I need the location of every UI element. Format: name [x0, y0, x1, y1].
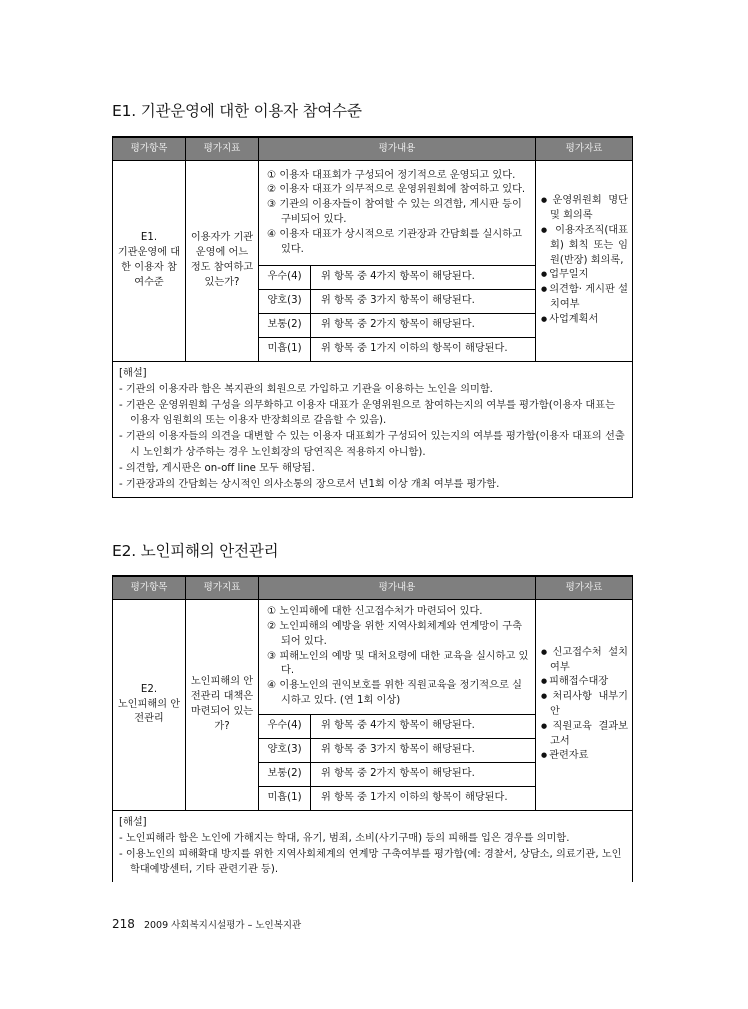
section-title-e2: E2. 노인피해의 안전관리: [112, 542, 279, 560]
header-item: 평가항목: [113, 137, 186, 161]
grade-text: 위 항목 중 4가지 항목이 해당된다.: [311, 715, 536, 739]
evaluation-indicator: [186, 600, 259, 811]
header-content: 평가내용: [259, 137, 536, 161]
content-item: ③ 피해노인의 예방 및 대처요령에 대한 교육을 실시하고 있다.: [267, 650, 529, 677]
grade-text: 위 항목 중 1가지 이하의 항목이 해당된다.: [311, 338, 536, 362]
evaluation-table-e1: [112, 136, 633, 498]
content-item: ① 이용자 대표회가 구성되어 정기적으로 운영되고 있다.: [267, 169, 516, 181]
grade-label: 미흡(1): [259, 787, 311, 811]
table-header-row: [113, 137, 633, 161]
grade-label: 양호(3): [259, 739, 311, 763]
material-item: ● 처리사항 내부기안: [541, 690, 628, 720]
indicator-text: 노인피해의 안전관리 대책은 마련되어 있는가?: [190, 676, 254, 732]
header-materials: 평가자료: [536, 137, 633, 161]
material-item: ● 업무일지: [541, 268, 628, 283]
grade-label: 우수(4): [259, 715, 311, 739]
material-item: ● 사업계획서: [541, 313, 628, 328]
running-title: 2009 사회복지시설평가 – 노인복지관: [143, 920, 302, 931]
header-indicator: 평가지표: [186, 137, 259, 161]
material-item: ● 의견함· 게시판 설치여부: [541, 283, 628, 313]
grade-label: 미흡(1): [259, 338, 311, 362]
evaluation-table-e2: [112, 575, 633, 882]
item-code: E2.: [140, 683, 158, 695]
header-content: 평가내용: [259, 576, 536, 600]
grade-label: 보통(2): [259, 314, 311, 338]
content-item: ③ 기관의 이용자들이 참여할 수 있는 의견함, 게시판 등이 구비되어 있다.: [267, 199, 522, 225]
item-name: 기관운영에 대한 이용자 참여수준: [117, 247, 181, 288]
section-title-e1: E1. 기관운영에 대한 이용자 참여수준: [112, 102, 362, 120]
note-item: - 의견함, 게시판은 on-off line 모두 해당됨.: [119, 462, 315, 474]
evaluation-materials: [536, 600, 633, 811]
note-item: - 이용노인의 피해확대 방지를 위한 지역사회체계의 연계망 구축여부를 평가함(예: 경찰서, 상담소, 의료기관, 노인학대예방센터, 기타 관련기관 등).: [119, 848, 622, 876]
material-item: ● 이용자조직(대표회) 회칙 또는 임원(반장) 회의록,: [541, 224, 628, 268]
content-item: ① 노인피해에 대한 신고접수처가 마련되어 있다.: [267, 606, 483, 618]
grade-text: 위 항목 중 2가지 항목이 해당된다.: [311, 314, 536, 338]
content-item: ④ 이용노인의 권익보호를 위한 직원교육을 정기적으로 실시하고 있다. (연 1회 이상): [267, 680, 522, 706]
page-footer: [112, 917, 301, 931]
material-item: ● 신고접수처 설치여부: [541, 646, 628, 676]
evaluation-materials: [536, 161, 633, 362]
grade-text: 위 항목 중 2가지 항목이 해당된다.: [311, 763, 536, 787]
evaluation-content: [259, 161, 536, 266]
header-materials: 평가자료: [536, 576, 633, 600]
material-item: ● 직원교육 결과보고서: [541, 720, 628, 750]
notes-box: [113, 811, 633, 883]
indicator-text: 이용자가 기관운영에 어느 정도 참여하고 있는가?: [190, 232, 254, 288]
note-item: - 기관의 이용자들의 의견을 대변할 수 있는 이용자 대표회가 구성되어 있는지의 여부를 평가함(이용자 대표의 선출시 노인회가 상주하는 경우 노인회장의 당연직은 적용하지 아니함).: [119, 431, 625, 459]
grade-text: 위 항목 중 3가지 항목이 해당된다.: [311, 290, 536, 314]
grade-text: 위 항목 중 4가지 항목이 해당된다.: [311, 266, 536, 290]
note-item: - 기관은 운영위원회 구성을 의무화하고 이용자 대표가 운영위원으로 참여하는지의 여부를 평가함(이용자 대표는 이용자 임원회의 또는 이용자 반장회의로 갈음할 수 있음).: [119, 399, 615, 427]
notes-box: [113, 362, 633, 498]
grade-label: 양호(3): [259, 290, 311, 314]
item-code: E1.: [140, 232, 158, 244]
evaluation-item: [113, 600, 186, 811]
material-item: ● 운영위원회 명단 및 회의록: [541, 194, 628, 224]
notes-title: [해설]: [119, 368, 147, 379]
item-name: 노인피해의 안전관리: [117, 698, 181, 725]
note-item: - 기관장과의 간담회는 상시적인 의사소통의 장으로서 년1회 이상 개최 여부를 평가함.: [119, 478, 500, 490]
content-item: ④ 이용자 대표가 상시적으로 기관장과 간담회를 실시하고 있다.: [267, 228, 522, 255]
content-item: ② 이용자 대표가 의무적으로 운영위원회에 참여하고 있다.: [267, 184, 526, 196]
grade-label: 우수(4): [259, 266, 311, 290]
content-item: ② 노인피해의 예방을 위한 지역사회체계와 연계망이 구축되어 있다.: [267, 621, 522, 647]
grade-text: 위 항목 중 3가지 항목이 해당된다.: [311, 739, 536, 763]
material-item: ● 피해접수대장: [541, 675, 628, 690]
header-indicator: 평가지표: [186, 576, 259, 600]
table-header-row: [113, 576, 633, 600]
evaluation-content: [259, 600, 536, 715]
notes-title: [해설]: [119, 817, 147, 828]
grade-label: 보통(2): [259, 763, 311, 787]
grade-text: 위 항목 중 1가지 이하의 항목이 해당된다.: [311, 787, 536, 811]
evaluation-item: [113, 161, 186, 362]
note-item: - 노인피해라 함은 노인에 가해지는 학대, 유기, 범죄, 소비(사기구매) 등의 피해를 입은 경우를 의미함.: [119, 832, 570, 844]
page-number: 218: [112, 917, 135, 931]
note-item: - 기관의 이용자라 함은 복지관의 회원으로 가입하고 기관을 이용하는 노인을 의미함.: [119, 383, 493, 395]
header-item: 평가항목: [113, 576, 186, 600]
evaluation-indicator: [186, 161, 259, 362]
material-item: ● 관련자료: [541, 749, 628, 764]
